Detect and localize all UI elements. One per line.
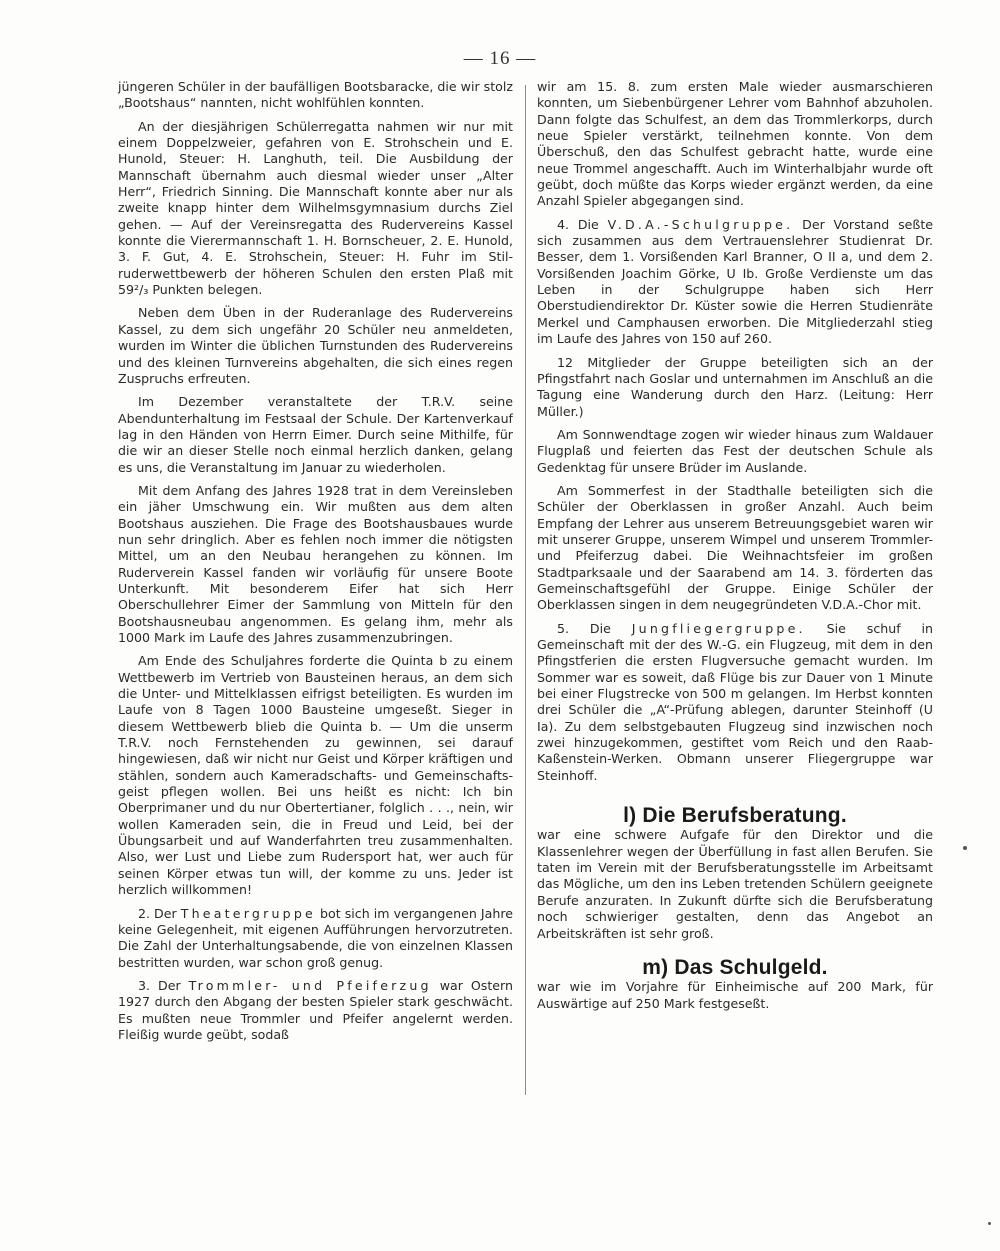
paragraph-career-counseling: war eine schwere Aufgafe für den Direktor und die Klassenlehrer wegen der Überfüllung in fast allen Berufen. Sie taten im Verein mit der Berufsberatungsstelle im Arbeitsamt das Mögliche, um den ins Leben tretenden Schülern geeignete Berufe anzuraten. In Zukunft dürfte sich die Berufsberatung noch schwieriger gestalten, denn das Angebot an Arbeitskräften ist sehr groß. (537, 827, 933, 941)
paragraph-winter-training: Neben dem Üben in der Ruderanlage des Rudervereins Kassel, zu dem sich ungefähr 20 Schüler neu anmeldeten, wurden im Winter die üblichen Turnstunden des Rudervereins und des kleinen Turnvereins abgehalten, die sich eines regen Zuspruchs erfreuten. (118, 305, 513, 386)
paragraph-continuation: wir am 15. 8. zum ersten Male wieder ausmarschieren konnten, um Siebenbürgener Lehrer vom Bahnhof abzuholen. Dann folgte das Schulfest, an dem das Trommlerkorps, durch neue Spieler verstärkt, teilnehmen konnte. Von dem Überschuß, den das Schulfest gebracht hatte, wurde eine neue Trommel angeschafft. Auch im Winterhalbjahr wurde oft geübt, doch müßte das Korps wieder ergänzt werden, da eine Anzahl Spieler abgegangen sind. (537, 79, 933, 209)
paragraph-school-fees: war wie im Vorjahre für Einheimische auf 200 Mark, für Auswärtige auf 250 Mark festgeseßt. (537, 979, 933, 1011)
print-speck (963, 846, 967, 850)
page-number: — 16 — (463, 48, 537, 69)
item-prefix: 5. Die (557, 620, 632, 636)
left-column (118, 79, 513, 1050)
print-speck (988, 1222, 991, 1225)
paragraph-glider-group (537, 621, 933, 784)
paragraph-vda-group (537, 217, 933, 348)
paragraph-building-stones: Am Ende des Schuljahres forderte die Quinta b zu einem Wettbewerb im Vertrieb von Bausteinen heraus, an dem sich die Unter- und Mittelklassen eifrigst beteiligten. Es wurden im Laufe von 8 Tagen 1000 Bausteine umgeseßt. Sieger in diesem Wettbewerb blieb die Quinta b. — Um die unserm T.R.V. noch Fernstehenden zu gewinnen, sei darauf hingewiesen, daß wir nicht nur Geist und Körper kräftigen und stählen, sondern auch Kameradschafts- und Gemeinschaftsgeist pflegen wollen. Bei uns heißt es nicht: Ich bin Oberprimaner und du nur Obertertianer, folglich . . ., nein, wir wollen Kameraden sein, die in Freud und Leid, bei der Übungsarbeit und auf Wanderfahrten treu zusammenhalten. Also, wer Lust und Liebe zum Rudersport hat, wer auch für seinen Körper etwas tun will, der komme zu uns. Jeder ist herzlich willkommen! (118, 653, 513, 898)
section-term-vda: V.D.A.-Schulgruppe. (607, 216, 794, 232)
paragraph-december-event: Im Dezember veranstaltete der T.R.V. seine Abendunterhaltung im Festsaal der Schule. Der Kartenverkauf lag in den Händen von Herrn Eimer. Durch seine Mithilfe, für die wir an dieser Stelle noch einmal herzlich danken, gelang es uns, die Veranstaltung im Januar zu wiederholen. (118, 394, 513, 475)
item-text: war Ostern 1927 durch den Abgang der besten Spieler stark geschwächt. Es mußten neue Trommler und Pfeifer angelernt werden. Fleißig wurde geübt, sodaß (118, 977, 513, 1042)
paragraph-continuation: jüngeren Schüler in der baufälligen Bootsbaracke, die wir stolz „Bootshaus“ nannten, nicht wohlfühlen konnten. (118, 79, 513, 111)
section-term-glider: Jungfliegergruppe. (631, 620, 806, 636)
item-prefix: 4. Die (557, 216, 608, 232)
paragraph-summer-festival: Am Sommerfest in der Stadthalle beteiligten sich die Schüler der Oberklassen in großer Anzahl. Auch beim Empfang der Lehrer aus unserem Betreuungsgebiet waren wir mit unserer Gruppe, unserem Wimpel und unserem Trommler- und Pfeiferzug dabei. Die Weihnachtsfeier im großen Stadtparksaale und der Saarabend am 14. 3. förderten das Gemeinschaftsgefühl der Gruppe. Einige Schüler der Oberklassen singen in dem neugegründeten V.D.A.-Chor mit. (537, 482, 933, 613)
item-text: bot sich im vergangenen Jahre keine Gelegenheit, mit eigenen Aufführungen hervorzutreten. Die Zahl der Unterhaltungsabende, die von einzelnen Klassen bestritten wurden, war schon groß genug. (118, 905, 513, 970)
item-prefix: 2. Der (138, 905, 181, 921)
paragraph-theater-group (118, 906, 513, 971)
section-term-drum-corps: Trommler- und Pfeiferzug (188, 977, 432, 993)
item-text: Sie schuf in Gemeinschaft mit der des W.-G. ein Flugzeug, mit dem in den Pfingstferien die ersten Flugversuche gemacht wurden. Im Sommer war es soweit, daß Flüge bis zur Dauer von 1 Minute bei einer Flugstrecke von 500 m gelangen. Im Herbst konnten drei Schüler die „A“-Prüfung ablegen, darunter Steinhoff (U Ia). Zu dem selbstgebauten Flugzeug sind inzwischen noch zwei hinzugekommen, gestiftet vom Reich und den Raab-Kaßenstein-Werken. Obmann unserer Fliegergruppe war Steinhoff. (537, 620, 933, 783)
item-text: Der Vorstand seßte sich zusammen aus dem Vertrauenslehrer Studienrat Dr. Besser, dem 1. Vorsißenden Karl Branner, O II a, und dem 2. Vorsißenden Joachim Görke, U Ib. Große Verdienste um das Leben in der Schulgruppe haben sich Herr Oberstudiendirektor Dr. Küster sowie die Herren Studienräte Merkel und Camphausen erworben. Die Mitgliederzahl stieg im Laufe des Jahres von 150 auf 260. (537, 216, 934, 347)
paragraph-regatta: An der diesjährigen Schülerregatta nahmen wir nur mit einem Doppelzweier, gefahren von E. Strohschein und E. Hunold, Steuer: H. Langhuth, teil. Die Ausbildung der Mannschaft übernahm auch diesmal wieder unser „Alter Herr“, Friedrich Sinning. Die Mannschaft konnte aber nur als zweite knapp hinter dem Wilhelmsgymnasium durchs Ziel gehen. — Auf der Vereinsregatta des Rudervereins Kassel konnte die Vierermannschaft 1. H. Bornscheuer, 2. E. Hunold, 3. F. Gut, 4. E. Strohschein, Steuer: H. Fuhr im Stilruderwettbewerb der höheren Schulen den ersten Plaß mit 59²/₃ Punkten belegen. (118, 118, 513, 298)
paragraph-boathouse: Mit dem Anfang des Jahres 1928 trat in dem Vereinsleben ein jäher Umschwung ein. Wir mußten aus dem alten Bootshaus ausziehen. Die Frage des Bootshausbaues wurde nun sehr dringlich. Aber es fehlen noch immer die nötigsten Mittel, um an den Neubau herangehen zu können. Im Ruderverein Kassel fanden wir vorläufig für unsere Boote Unterkunft. Mit besonderem Eifer hat sich Herr Oberschullehrer Eimer der Sammlung von Mitteln für den Bootshausneubau angenommen. Es gelang ihm, mehr als 1000 Mark im Laufe des Jahres zusammenzubringen. (118, 482, 513, 645)
section-term-theater: Theatergruppe (180, 905, 317, 921)
section-heading-career-counseling: l) Die Berufsberatung. (623, 804, 847, 828)
section-heading-school-fees: m) Das Schulgeld. (642, 955, 828, 979)
paragraph-solstice: Am Sonnwendtage zogen wir wieder hinaus zum Waldauer Flugplaß und feierten das Fest der deutschen Schule als Gedenktag für unsere Brüder im Auslande. (537, 426, 933, 475)
column-divider (525, 85, 526, 1095)
paragraph-drum-fife-corps (118, 978, 513, 1043)
item-prefix: 3. Der (138, 977, 189, 993)
right-column (537, 79, 933, 1019)
paragraph-pentecost-trip: 12 Mitglieder der Gruppe beteiligten sich an der Pfingstfahrt nach Goslar und unternahmen im Anschluß an die Tagung eine Wanderung durch den Harz. (Leitung: Herr Müller.) (537, 354, 933, 419)
